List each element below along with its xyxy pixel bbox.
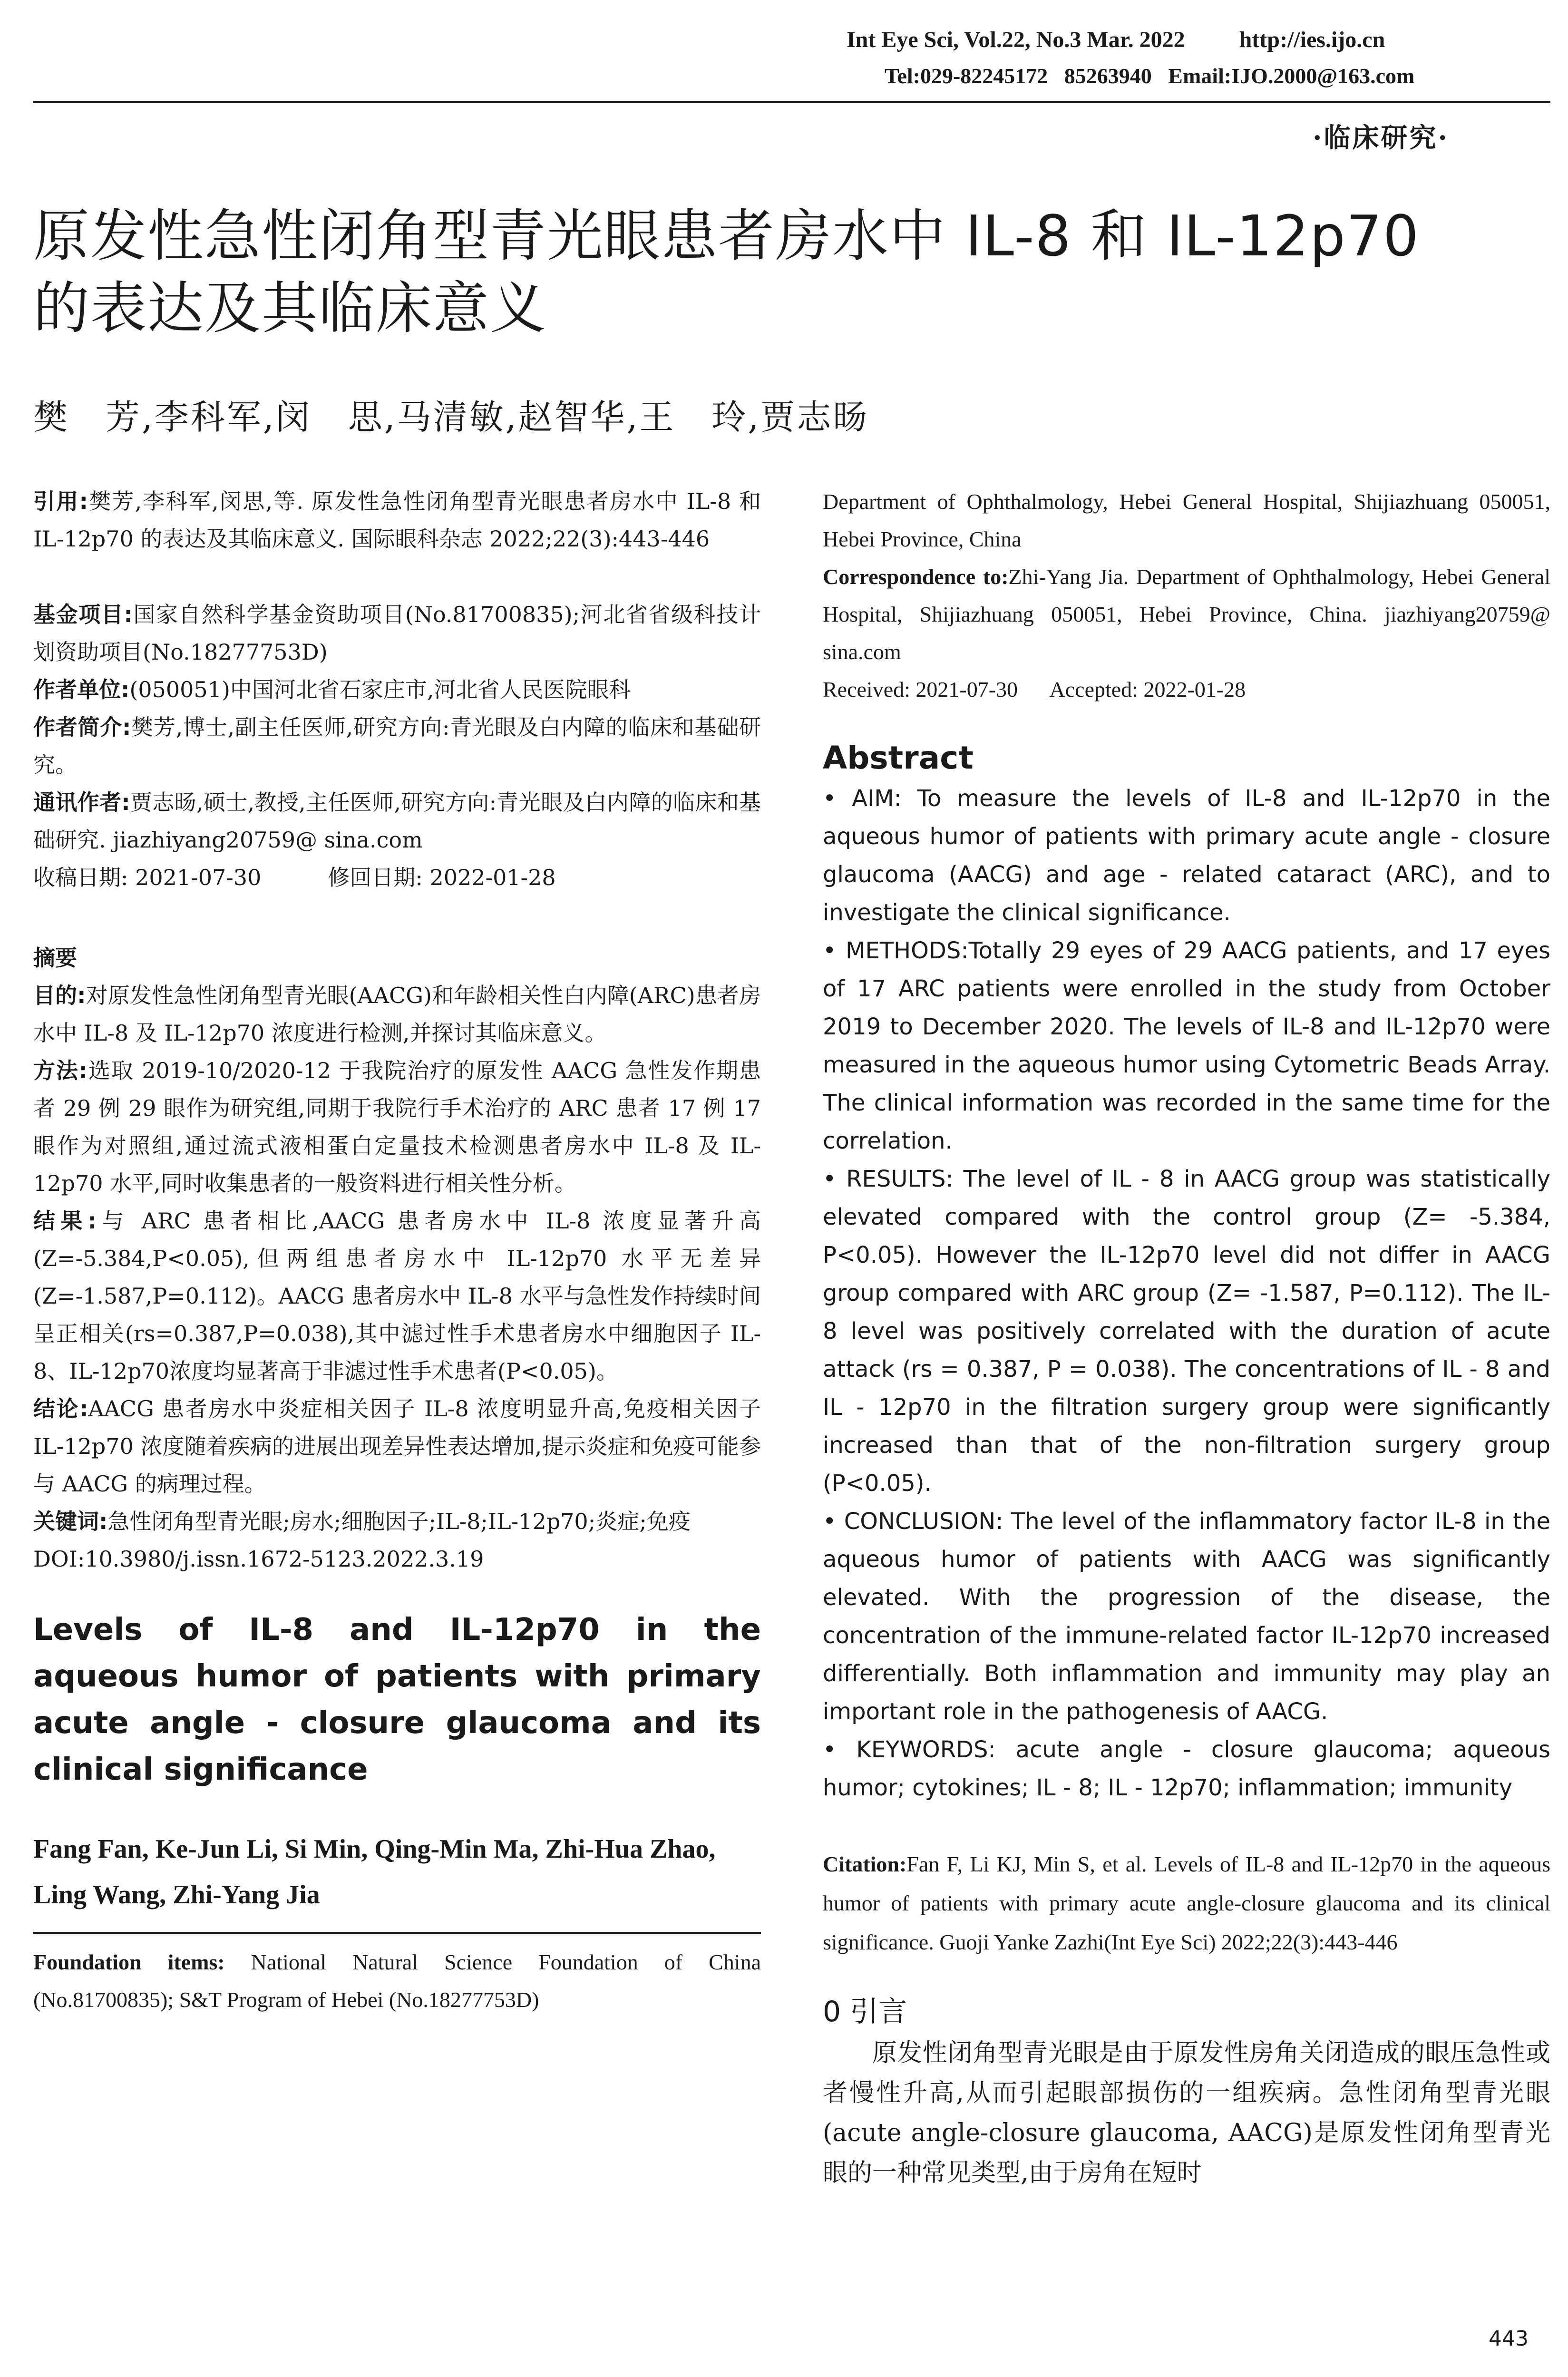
citation-en-label: Citation: bbox=[823, 1852, 907, 1876]
results-cn-label: 结果: bbox=[33, 1208, 97, 1234]
corr-cn-label: 通讯作者: bbox=[33, 789, 130, 815]
left-column bbox=[33, 483, 761, 2018]
citation-en bbox=[823, 1845, 1550, 1962]
correspondence-label: Correspondence to: bbox=[823, 565, 1009, 589]
intro-text: 原发性闭角型青光眼是由于原发性房角关闭造成的眼压急性或者慢性升高,从而引起眼部损伤的一组疾病。急性闭角型青光眼(acute angle-closure glaucoma, AACG)是原发性闭角型青光眼的一种常见类型,由于房角在短时 bbox=[823, 2039, 1550, 2187]
column-tag: ·临床研究· bbox=[1313, 122, 1449, 154]
article-title-en: Levels of IL-8 and IL-12p70 in the aqueous humor of patients with primary acute angle - closure glaucoma and its clinical significance bbox=[33, 1612, 761, 1787]
methods-cn-label: 方法: bbox=[33, 1058, 88, 1083]
unit-label: 作者单位: bbox=[33, 677, 130, 702]
foundation-text: National Natural Science Foundation of China (No.81700835); S&T Program of Hebei (No.18277753D) bbox=[33, 1950, 761, 2012]
intro-heading: 0 引言 bbox=[823, 1995, 907, 2028]
abstract-conclusion: • CONCLUSION: The level of the inflammatory factor IL-8 in the aqueous humor of patients with AACG was significantly elevated. With the progression of the disease, the concentration of the immune-related factor IL-12p70 increased differentially. Both inflammation and immunity may play an important role in the pathogenesis of AACG. bbox=[823, 1508, 1550, 1725]
journal-url[interactable]: http://ies.ijo.cn bbox=[1239, 27, 1385, 52]
results-cn bbox=[33, 1202, 761, 1390]
journal-header bbox=[847, 25, 1550, 55]
corr-info-cn bbox=[33, 784, 761, 859]
correspondence-text: Zhi-Yang Jia. Department of Ophthalmology, Hebei General Hospital, Shijiazhuang 050051, Hebei Province, China. jiazhiyang20759@ sina.com bbox=[823, 565, 1550, 664]
aim-cn bbox=[33, 977, 761, 1052]
conclusion-cn-label: 结论: bbox=[33, 1396, 88, 1422]
revised-cn: 修回日期: 2022-01-28 bbox=[328, 865, 556, 890]
corr-cn-text: 贾志旸,硕士,教授,主任医师,研究方向:青光眼及白内障的临床和基础研究. jiazhiyang20759@ sina.com bbox=[33, 789, 761, 853]
abstract-heading-cn: 摘要 bbox=[33, 945, 77, 971]
affiliation-en: Department of Ophthalmology, Hebei General Hospital, Shijiazhuang 050051, Hebei Province, China bbox=[823, 489, 1550, 551]
bio-label: 作者简介: bbox=[33, 714, 131, 740]
keywords-cn-text: 急性闭角型青光眼;房水;细胞因子;IL-8;IL-12p70;炎症;免疫 bbox=[107, 1509, 691, 1534]
correspondence-en bbox=[823, 558, 1550, 671]
citation-cn bbox=[33, 483, 761, 558]
title-line-1: 原发性急性闭角型青光眼患者房水中 IL-8 和 IL-12p70 bbox=[33, 203, 1420, 269]
abstract-aim: • AIM: To measure the levels of IL-8 and IL-12p70 in the aqueous humor of patients with primary acute angle - closure glaucoma (AACG) and age - related cataract (ARC), and to investigate the clinical significance. bbox=[823, 785, 1550, 926]
abstract-methods: • METHODS:Totally 29 eyes of 29 AACG patients, and 17 eyes of 17 ARC patients were enrolled in the study from October 2019 to December 2020. The levels of IL-8 and IL-12p70 were measured in the aqueous humor using Cytometric Beads Array. The clinical information was recorded in the same time for the correlation. bbox=[823, 937, 1550, 1154]
keywords-cn-label: 关键词: bbox=[33, 1509, 108, 1534]
conclusion-cn-text: AACG 患者房水中炎症相关因子 IL-8 浓度明显升高,免疫相关因子 IL-12p70 浓度随着疾病的进展出现差异性表达增加,提示炎症和免疫可能参与 AACG 的病理过程。 bbox=[33, 1396, 761, 1497]
foundation-items bbox=[33, 1943, 761, 2018]
methods-cn-text: 选取 2019-10/2020-12 于我院治疗的原发性 AACG 急性发作期患者 29 例 29 眼作为研究组,同期于我院行手术治疗的 ARC 患者 17 例 17 眼作为对照组,通过流式液相蛋白定量技术检测患者房水中 IL-8 及 IL-12p70 水平,同时收集患者的一般资料进行相关性分析。 bbox=[33, 1058, 761, 1196]
foundation-label: Foundation items: bbox=[33, 1950, 225, 1974]
conclusion-cn bbox=[33, 1390, 761, 1503]
abstract-results: • RESULTS: The level of IL - 8 in AACG group was statistically elevated compared with the control group (Z= -5.384, P<0.05). However the IL-12p70 level did not differ in AACG group compared with ARC group (Z= -1.587, P=0.112). The IL-8 level was positively correlated with the duration of acute attack (rs = 0.387, P = 0.038). The concentrations of IL - 8 and IL - 12p70 in the filtration surgery group were significantly increased than that of the non-filtration surgery group (P<0.05). bbox=[823, 1166, 1550, 1497]
dates-en: Received: 2021-07-30 Accepted: 2022-01-28 bbox=[823, 677, 1246, 701]
article-title-cn bbox=[33, 200, 1555, 344]
received-cn: 收稿日期: 2021-07-30 bbox=[33, 865, 262, 890]
authors-cn: 樊 芳,李科军,闵 思,马清敏,赵智华,王 玲,贾志旸 bbox=[33, 397, 869, 437]
authors-en: Fang Fan, Ke-Jun Li, Si Min, Qing-Min Ma, Zhi-Hua Zhao, Ling Wang, Zhi-Yang Jia bbox=[33, 1834, 716, 1909]
fund-label: 基金项目: bbox=[33, 602, 133, 627]
citation-cn-text: 樊芳,李科军,闵思,等. 原发性急性闭角型青光眼患者房水中 IL-8 和 IL-12p70 的表达及其临床意义. 国际眼科杂志 2022;22(3):443-446 bbox=[33, 488, 761, 552]
citation-cn-label: 引用: bbox=[33, 488, 88, 514]
fund-text: 国家自然科学基金资助项目(No.81700835);河北省省级科技计划资助项目(No.18277753D) bbox=[33, 602, 761, 665]
fund-info bbox=[33, 596, 761, 671]
unit-info bbox=[33, 671, 761, 709]
dates-cn bbox=[33, 859, 761, 896]
methods-cn bbox=[33, 1052, 761, 1202]
header-rule bbox=[33, 101, 1550, 103]
title-line-2: 的表达及其临床意义 bbox=[33, 275, 547, 341]
doi[interactable]: DOI:10.3980/j.issn.1672-5123.2022.3.19 bbox=[33, 1546, 484, 1572]
aim-cn-text: 对原发性急性闭角型青光眼(AACG)和年龄相关性白内障(ARC)患者房水中 IL-8 及 IL-12p70 浓度进行检测,并探讨其临床意义。 bbox=[33, 983, 761, 1046]
results-cn-text: 与 ARC 患者相比,AACG 患者房水中 IL-8 浓度显著升高(Z=-5.384,P<0.05),但两组患者房水中 IL-12p70 水平无差异(Z=-1.587,P=0.112)。AACG 患者房水中 IL-8 水平与急性发作持续时间呈正相关(rs=0.387,P=0.038),其中滤过性手术患者房水中细胞因子 IL-8、IL-12p70浓度均显著高于非滤过性手术患者(P<0.05)。 bbox=[33, 1208, 761, 1384]
journal-line: Int Eye Sci, Vol.22, No.3 Mar. 2022 bbox=[847, 27, 1185, 52]
unit-text: (050051)中国河北省石家庄市,河北省人民医院眼科 bbox=[129, 677, 631, 702]
citation-en-text: Fan F, Li KJ, Min S, et al. Levels of IL-8 and IL-12p70 in the aqueous humor of patients with primary acute angle-closure glaucoma and its clinical significance. Guoji Yanke Zazhi(Int Eye Sci) 2022;22(3):443-446 bbox=[823, 1852, 1550, 1954]
bio-text: 樊芳,博士,副主任医师,研究方向:青光眼及白内障的临床和基础研究。 bbox=[33, 714, 761, 778]
right-column bbox=[823, 483, 1550, 2193]
abstract-heading-en: Abstract bbox=[823, 740, 974, 776]
aim-cn-label: 目的: bbox=[33, 983, 86, 1008]
keywords-cn bbox=[33, 1503, 761, 1540]
page-number: 443 bbox=[1489, 2327, 1529, 2351]
journal-contact: Tel:029-82245172 85263940 Email:IJO.2000@163.com bbox=[885, 64, 1415, 88]
bio-info bbox=[33, 709, 761, 784]
abstract-keywords: • KEYWORDS: acute angle - closure glaucoma; aqueous humor; cytokines; IL - 8; IL - 12p70; inflammation; immunity bbox=[823, 1736, 1550, 1801]
